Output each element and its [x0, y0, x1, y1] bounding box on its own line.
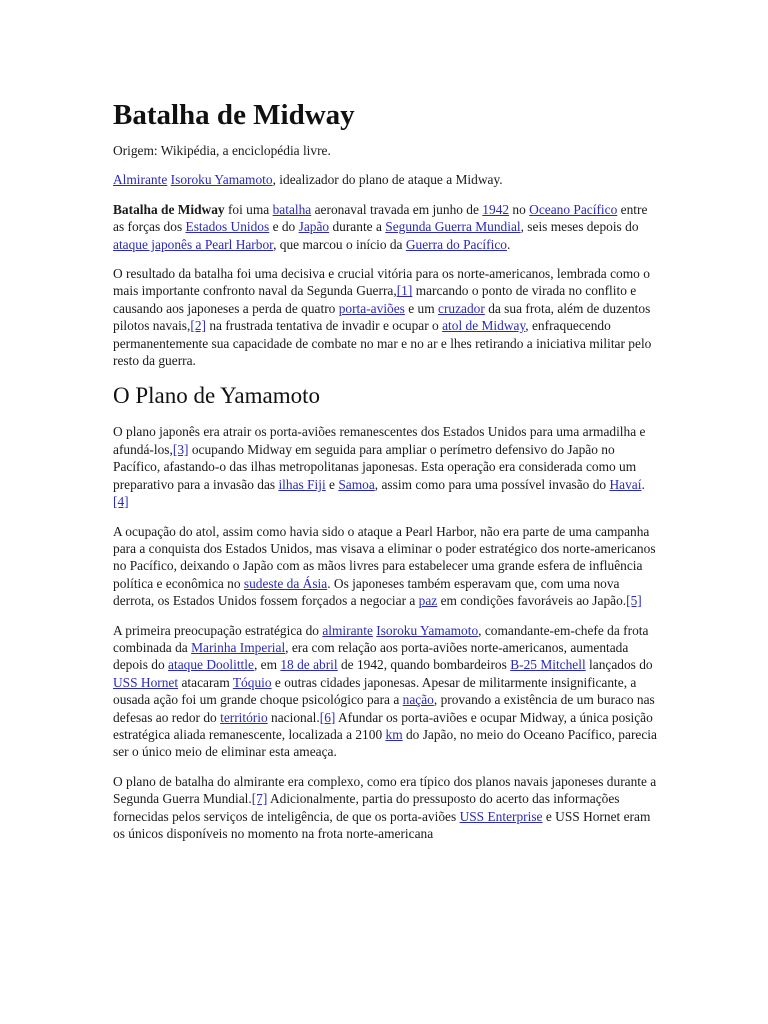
- link-marinha-imperial[interactable]: Marinha Imperial: [191, 639, 286, 655]
- link-18-de-abril[interactable]: 18 de abril: [280, 657, 338, 673]
- ref-5[interactable]: [5]: [626, 593, 642, 609]
- result-paragraph: O resultado da batalha foi uma decisiva e crucial vitória para os norte-americanos, lembrada como o mais importante confronto naval da Segunda Guerra,[1] marcando o ponto de virada no conflito e causando aos japoneses a perda de quatro porta-aviões e um cruzador da sua frota, além de duzentos pilotos navais,[2] na frustrada tentativa de invadir e ocupar o atol de Midway, enfraquecendo permanentemente sua capacidade de combate no mar e no ar e lhes retirando a iniciativa militar pelo resto da guerra.: [113, 266, 652, 369]
- image-caption: Almirante Isoroku Yamamoto, idealizador do plano de ataque a Midway.: [113, 172, 503, 188]
- article: [113, 96, 658, 854]
- ref-2[interactable]: [2]: [190, 318, 206, 334]
- link-almirante[interactable]: Almirante: [113, 172, 168, 188]
- link-sudeste-da-asia[interactable]: sudeste da Ásia: [243, 575, 328, 591]
- link-oceano-pacifico[interactable]: Oceano Pacífico: [529, 201, 618, 217]
- link-km[interactable]: km: [385, 726, 403, 742]
- section-heading: O Plano de Yamamoto: [113, 383, 320, 409]
- link-atol-de-midway[interactable]: atol de Midway: [442, 318, 526, 334]
- link-almirante-2[interactable]: almirante: [322, 622, 373, 638]
- link-isoroku-yamamoto-2[interactable]: Isoroku Yamamoto: [376, 622, 479, 638]
- link-uss-enterprise[interactable]: USS Enterprise: [459, 808, 543, 824]
- link-havai[interactable]: Havaí: [609, 476, 642, 492]
- link-porta-avioes[interactable]: porta-aviões: [338, 300, 405, 316]
- link-samoa[interactable]: Samoa: [338, 476, 375, 492]
- ref-1[interactable]: [1]: [396, 283, 413, 299]
- article-subject: Batalha de Midway: [113, 201, 225, 217]
- link-cruzador[interactable]: cruzador: [438, 300, 485, 316]
- page-title: Batalha de Midway: [113, 99, 355, 131]
- plan-paragraph-1: O plano japonês era atrair os porta-aviões remanescentes dos Estados Unidos para uma armadilha e afundá-los,[3] ocupando Midway em seguida para ampliar o perímetro defensivo do Japão no Pacífico, afastando-o das ilhas metropolitanas japonesas. Esta operação era considerada como um preparativo para a invasão das ilhas Fiji e Samoa, assim como para uma possível invasão do Havaí.[4]: [113, 424, 646, 510]
- link-japao[interactable]: Japão: [298, 219, 330, 235]
- link-uss-hornet[interactable]: USS Hornet: [113, 674, 179, 690]
- plan-paragraph-4: O plano de batalha do almirante era complexo, como era típico dos planos navais japoneses durante a Segunda Guerra Mundial.[7] Adicionalmente, partia do pressuposto do acerto das informações fornecidas pelos serviços de inteligência, de que os porta-aviões USS Enterprise e USS Hornet eram os únicos disponíveis no momento na frota norte-americana: [113, 773, 657, 841]
- link-toquio[interactable]: Tóquio: [232, 674, 272, 690]
- link-pearl-harbor[interactable]: ataque japonês a Pearl Harbor: [113, 236, 274, 252]
- link-segunda-guerra-mundial[interactable]: Segunda Guerra Mundial: [385, 219, 521, 235]
- intro-paragraph: Batalha de Midway foi uma batalha aeronaval travada em junho de 1942 no Oceano Pacífico entre as forças dos Estados Unidos e do Japão durante a Segunda Guerra Mundial, seis meses depois do ataque japonês a Pearl Harbor, que marcou o início da Guerra do Pacífico.: [113, 201, 648, 252]
- link-nacao[interactable]: nação: [402, 692, 434, 708]
- origin-line: Origem: Wikipédia, a enciclopédia livre.: [113, 143, 331, 158]
- link-paz[interactable]: paz: [418, 593, 438, 609]
- ref-6[interactable]: [6]: [319, 709, 336, 725]
- ref-3[interactable]: [3]: [172, 441, 189, 457]
- link-ilhas-fiji[interactable]: ilhas Fiji: [278, 476, 326, 492]
- ref-7[interactable]: [7]: [251, 791, 268, 807]
- link-b25-mitchell[interactable]: B-25 Mitchell: [510, 657, 586, 673]
- link-batalha[interactable]: batalha: [272, 201, 312, 217]
- link-estados-unidos[interactable]: Estados Unidos: [185, 219, 270, 235]
- link-isoroku-yamamoto[interactable]: Isoroku Yamamoto: [170, 172, 273, 188]
- link-ataque-doolittle[interactable]: ataque Doolittle: [168, 657, 254, 673]
- plan-paragraph-2: A ocupação do atol, assim como havia sido o ataque a Pearl Harbor, não era parte de uma campanha para a conquista dos Estados Unidos, mas visava a eliminar o poder estratégico dos norte-americanos no Pacífico, deixando o Japão com as mãos livres para estabelecer uma grande esfera de influência política e econômica no sudeste da Ásia. Os japoneses também esperavam que, com uma nova derrota, os Estados Unidos fossem forçados a negociar a paz em condições favoráveis ao Japão.[5]: [113, 523, 656, 609]
- plan-paragraph-3: A primeira preocupação estratégica do almirante Isoroku Yamamoto, comandante-em-chefe da frota combinada da Marinha Imperial, era com relação aos porta-aviões norte-americanos, aumentada depois do ataque Doolittle, em 18 de abril de 1942, quando bombardeiros B-25 Mitchell lançados do USS Hornet atacaram Tóquio e outras cidades japonesas. Apesar de militarmente insignificante, a ousada ação foi um grande choque psicológico para a nação, provando a existência de um buraco nas defesas ao redor do território nacional.[6] Afundar os porta-aviões e ocupar Midway, a única posição estratégica aliada remanescente, localizada a 2100 km do Japão, no meio do Oceano Pacífico, parecia ser o único meio de eliminar esta ameaça.: [113, 622, 657, 760]
- link-territorio[interactable]: território: [220, 709, 268, 725]
- link-guerra-do-pacifico[interactable]: Guerra do Pacífico: [405, 236, 507, 252]
- link-1942[interactable]: 1942: [482, 201, 510, 217]
- ref-4[interactable]: [4]: [113, 494, 129, 510]
